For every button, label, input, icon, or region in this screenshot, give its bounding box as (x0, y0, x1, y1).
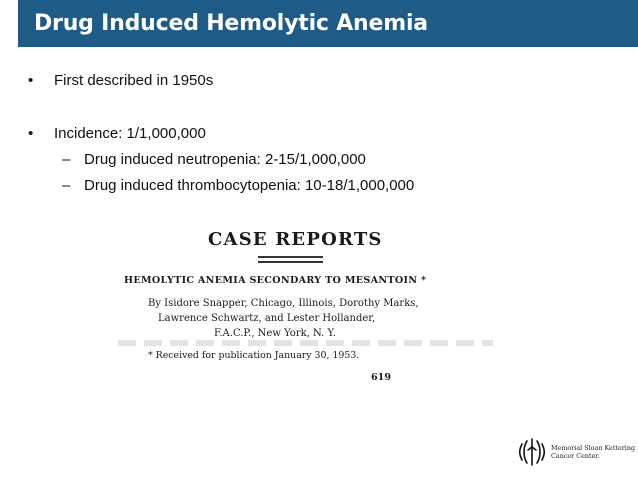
logo-line: Cancer Center. (551, 452, 600, 460)
clipping-author-line: Lawrence Schwartz, and Lester Hollander, (158, 313, 376, 324)
slide-title: Drug Induced Hemolytic Anemia (34, 11, 428, 36)
sub-bullet-marker: – (62, 177, 71, 194)
sub-bullet-item (62, 151, 366, 168)
logo-line: Memorial Sloan Kettering (551, 444, 636, 452)
sub-bullet-text: Drug induced neutropenia: 2-15/1,000,000 (84, 151, 366, 168)
heading-rule (258, 256, 323, 258)
bullet-text: Incidence: 1/1,000,000 (54, 125, 206, 142)
clipping-heading: CASE REPORTS (208, 229, 383, 250)
clipping-article-title: HEMOLYTIC ANEMIA SECONDARY TO MESANTOIN * (124, 275, 427, 286)
bullet-marker: • (28, 72, 34, 89)
clipping-author-line: F.A.C.P., New York, N. Y. (214, 328, 336, 339)
sub-bullet-text: Drug induced thrombocytopenia: 10-18/1,000,000 (84, 177, 415, 194)
bullet-marker: • (28, 125, 34, 142)
msk-logo-text (551, 444, 635, 460)
sub-bullet-item (62, 177, 414, 194)
msk-logo-icon (519, 437, 545, 467)
clipping-page-number: 619 (371, 372, 392, 383)
journal-clipping-image (118, 212, 493, 392)
clipping-faded-text (118, 340, 493, 346)
clipping-footnote: * Received for publication January 30, 1953. (148, 350, 360, 361)
bullet-item (28, 72, 213, 89)
bullet-item (28, 125, 206, 142)
msk-logo (519, 437, 635, 467)
title-bar (18, 0, 638, 47)
sub-bullet-marker: – (62, 151, 71, 168)
clipping-author-line: By Isidore Snapper, Chicago, Illinois, Dorothy Marks, (148, 298, 419, 309)
heading-rule (258, 261, 323, 263)
bullet-text: First described in 1950s (54, 72, 214, 89)
